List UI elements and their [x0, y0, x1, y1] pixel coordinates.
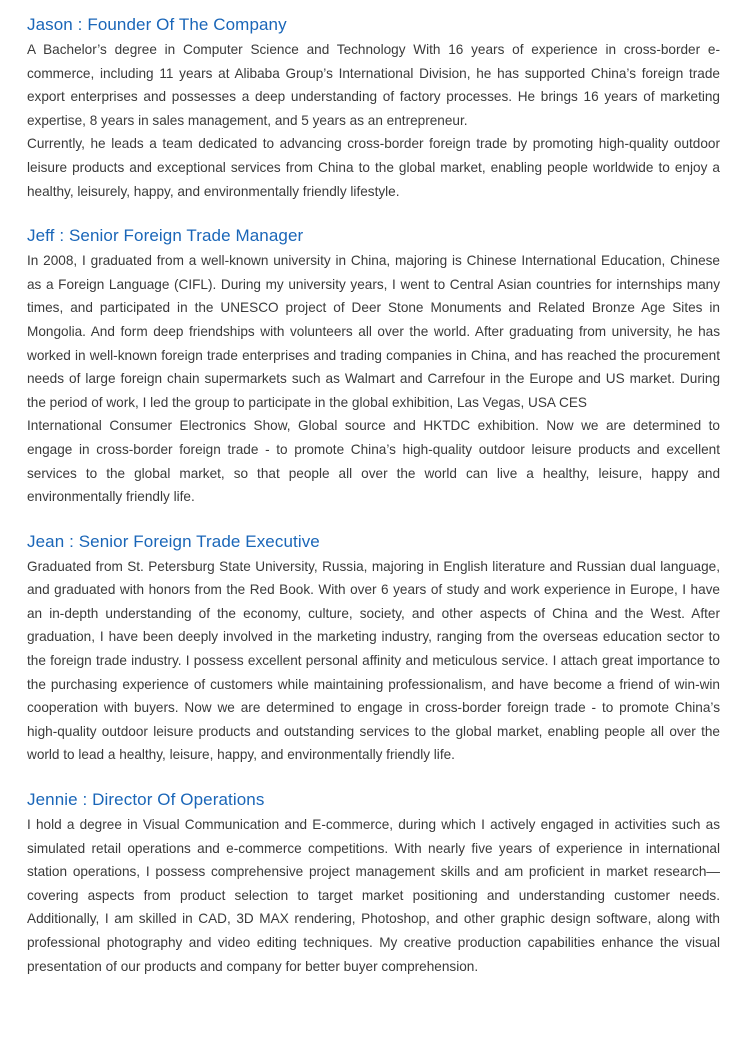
profile-jason — [27, 14, 720, 203]
profile-jennie — [27, 789, 720, 978]
profile-heading: Jennie : Director Of Operations — [27, 790, 265, 810]
profile-jean — [27, 531, 720, 767]
profile-paragraph: Graduated from St. Petersburg State University, Russia, majoring in English literature and Russian dual language, and graduated with honors from the Red Book. With over 6 years of study and work experience in Europe, I have an in-depth understanding of the economy, culture, society, and other aspects of China and the West. After graduation, I have been deeply involved in the marketing industry, ranging from the overseas education sector to the foreign trade industry. I possess excellent personal affinity and meticulous service. I attach great importance to the purchasing experience of customers while maintaining professionalism, and have become a friend of win-win cooperation with buyers. Now we are determined to engage in cross-border foreign trade - to promote China’s high-quality outdoor leisure products and outstanding services to the global market, enabling people all over the world to lead a healthy, leisure, happy, and environmentally friendly life. — [27, 558, 720, 763]
profile-paragraph: A Bachelor’s degree in Computer Science and Technology With 16 years of experience in cross-border e-commerce, including 11 years at Alibaba Group’s International Division, he has supported China’s foreign trade export enterprises and possesses a deep understanding of factory processes. He brings 16 years of marketing expertise, 8 years in sales management, and 5 years as an entrepreneur. — [27, 42, 720, 128]
profile-heading: Jason : Founder Of The Company — [27, 15, 287, 34]
profile-jeff — [27, 225, 720, 509]
profile-heading: Jeff : Senior Foreign Trade Manager — [27, 226, 304, 246]
profile-paragraph: Currently, he leads a team dedicated to advancing cross-border foreign trade by promoting high-quality outdoor leisure products and exceptional services from China to the global market, enabling people worldwide to enjoy a healthy, leisurely, happy, and environmentally friendly lifestyle. — [27, 136, 720, 199]
profile-heading: Jean : Senior Foreign Trade Executive — [27, 531, 320, 551]
profile-paragraph: International Consumer Electronics Show, Global source and HKTDC exhibition. Now we are determined to engage in cross-border foreign trade - to promote China’s high-quality outdoor leisure products and excellent services to the global market, so that people all over the world can live a healthy, leisure, happy and environmentally friendly life. — [27, 418, 720, 505]
profile-paragraph: I hold a degree in Visual Communication and E-commerce, during which I actively engaged in activities such as simulated retail operations and e-commerce competitions. With nearly five years of experience in international station operations, I possess comprehensive project management skills and am proficient in market research—covering aspects from product selection to target market positioning and understanding customer needs. Additionally, I am skilled in CAD, 3D MAX rendering, Photoshop, and other graphic design software, along with professional photography and video editing techniques. My creative production capabilities enhance the visual presentation of our products and company for better buyer comprehension. — [27, 817, 720, 974]
profile-paragraph: In 2008, I graduated from a well-known university in China, majoring is Chinese International Education, Chinese as a Foreign Language (CIFL). During my university years, I went to Central Asian countries for internships many times, and participated in the UNESCO project of Deer Stone Monuments and Related Bronze Age Sites in Mongolia. And form deep friendships with volunteers all over the world. After graduating from university, he has worked in well-known foreign trade enterprises and trading companies in China, and has reached the procurement needs of large foreign chain supermarkets such as Walmart and Carrefour in the Europe and US market. During the period of work, I led the group to participate in the global exhibition, Las Vegas, USA CES — [27, 253, 720, 410]
